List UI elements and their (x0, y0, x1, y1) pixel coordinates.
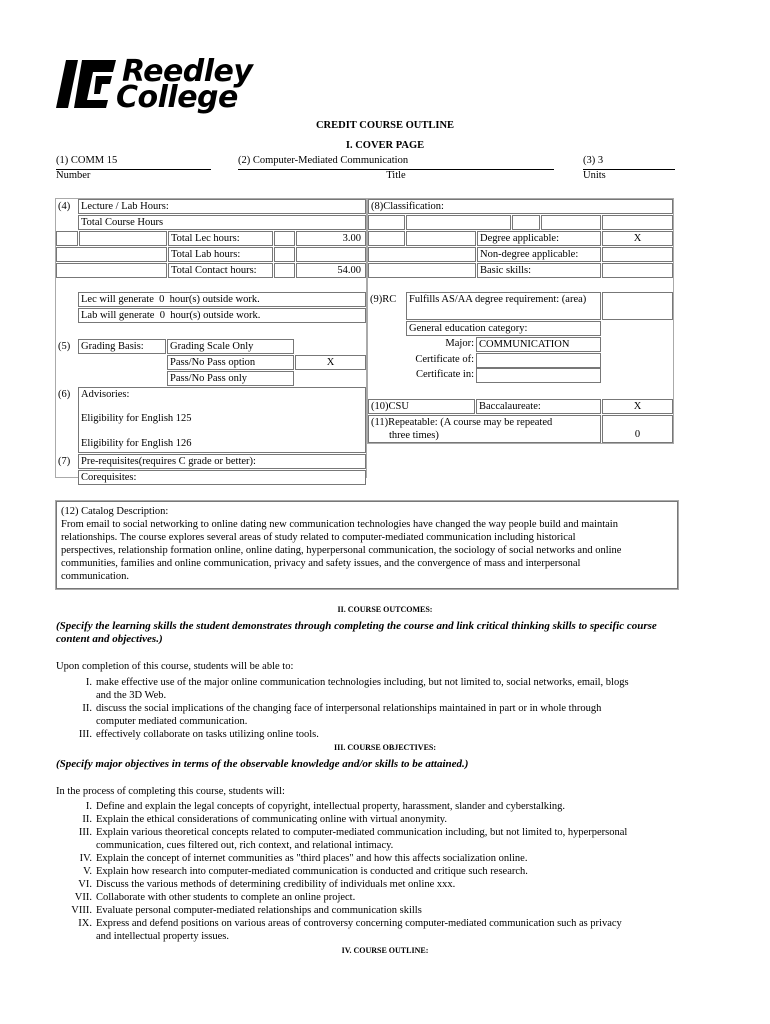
lab-generate-text: Lab will generate 0 hour(s) outside work. (81, 310, 261, 321)
outcome-2-line-2: computer mediated communication. (96, 716, 248, 727)
lecture-label-cell (78, 199, 366, 214)
lec-generate-text: Lec will generate 0 hour(s) outside work. (81, 294, 260, 305)
total-course-hours: Total Course Hours (81, 217, 164, 228)
blank-cell (79, 231, 167, 246)
objective-num-7: VII. (74, 892, 92, 903)
csu-label: (10)CSU (371, 401, 409, 412)
basic-skills-value (602, 263, 673, 278)
logo-mark-icon (56, 58, 120, 110)
blank-cell (368, 231, 405, 246)
total-contact-label: Total Contact hours: (171, 265, 257, 276)
major-label: Major: (445, 338, 474, 349)
objective-1-line-1: Define and explain the legal concepts of copyright, intellectual property, harassment, slander and cyberstalking. (96, 801, 566, 812)
catalog-line-5: communication. (61, 571, 129, 582)
bacc-label: Baccalaureate: (479, 401, 541, 412)
repeat-label: (11)Repeatable: (A course may be repeated (371, 417, 553, 428)
lab-generate-cell (78, 308, 366, 323)
grading-num: (5) (58, 341, 71, 352)
total-lec-label: Total Lec hours: (171, 233, 240, 244)
degree-mark: X (602, 231, 673, 246)
repeat-cell (368, 415, 601, 443)
non-degree-cell (477, 247, 601, 262)
classification-label: (8)Classification: (371, 201, 444, 212)
ge-label: General education category: (409, 323, 528, 334)
objective-num-8: VIII. (71, 905, 92, 916)
basic-skills-label: Basic skills: (480, 265, 532, 276)
catalog-label: (12) Catalog Description: (61, 506, 169, 517)
objectives-intro: In the process of completing this course, students will: (56, 786, 285, 797)
document-title: CREDIT COURSE OUTLINE (315, 120, 455, 131)
objective-3-line-1: Explain various theoretical concepts related to computer-mediated communication including, but not limited to, hyperpersonal (96, 827, 628, 838)
catalog-line-3: perspectives, relationship formation online, online dating, hyperpersonal communication, the sociology of social networks and online (61, 545, 622, 556)
advisories-cell (78, 387, 366, 453)
catalog-line-1: From email to social networking to online dating new communication technologies have changed the way people build and maintain (61, 519, 618, 530)
grading-label-cell (78, 339, 166, 354)
outcomes-intro: Upon completion of this course, students will be able to: (56, 661, 294, 672)
bacc-mark: X (602, 399, 673, 414)
objective-7-line-1: Collaborate with other students to complete an online project. (96, 892, 356, 903)
grading-mark: X (295, 355, 366, 370)
objective-num-2: II. (82, 814, 92, 825)
advisories-label: Advisories: (81, 389, 130, 400)
grading-option-3: Pass/No Pass only (170, 373, 248, 384)
blank-cell (274, 263, 295, 278)
outcome-1-line-1: make effective use of the major online communication technologies including, but not limited to, social networks, email, blogs (96, 677, 629, 688)
objective-num-4: IV. (79, 853, 92, 864)
non-degree-label: Non-degree applicable: (480, 249, 579, 260)
outcomes-instruction-2: content and objectives.) (56, 633, 163, 645)
outcomes-instruction-1: (Specify the learning skills the student demonstrates through completing the course and link critical thinking skills to specific course (56, 620, 657, 632)
total-contact-label-cell (168, 263, 273, 278)
blank-cell (56, 247, 167, 262)
objectives-heading: III. COURSE OBJECTIVES: (333, 743, 437, 752)
major-value: COMMUNICATION (479, 339, 570, 350)
cert-of-value (476, 353, 601, 368)
total-lab-value (296, 247, 366, 262)
blank-cell (368, 247, 476, 262)
objective-6-line-1: Discuss the various methods of determining credibility of individuals met online xxx. (96, 879, 456, 890)
objective-3-line-2: communication, cues filtered out, rich context, and relational intimacy. (96, 840, 394, 851)
course-title-label: Title (386, 170, 406, 181)
total-lab-label: Total Lab hours: (171, 249, 241, 260)
course-number-label: Number (56, 170, 91, 181)
blank-cell (512, 215, 540, 230)
cert-in-label: Certificate in: (415, 369, 474, 380)
grading-option-2-cell (167, 355, 294, 370)
catalog-line-4: communities, families and online communication, privacy and safety issues, and the convergence of mass and interpersonal (61, 558, 581, 569)
blank-cell (406, 231, 476, 246)
objective-num-9: IX. (78, 918, 92, 929)
objective-num-5: V. (83, 866, 92, 877)
course-title-value: (2) Computer-Mediated Communication (238, 155, 554, 170)
csu-cell (368, 399, 475, 414)
outline-heading: IV. COURSE OUTLINE: (341, 946, 429, 955)
ge-label-cell (406, 321, 601, 336)
college-logo (56, 54, 286, 115)
outcome-num-1: I. (85, 677, 92, 688)
non-degree-value (602, 247, 673, 262)
total-lab-label-cell (168, 247, 273, 262)
blank-cell (56, 231, 78, 246)
lecture-num: (4) (58, 201, 71, 212)
total-contact-value: 54.00 (296, 263, 366, 278)
outcome-2-line-1: discuss the social implications of the changing face of interpersonal relationships maintained in part or in whole through (96, 703, 602, 714)
blank-cell (602, 215, 673, 230)
grading-option-3-cell (167, 371, 294, 386)
rc-label: Fulfills AS/AA degree requirement: (area) (409, 294, 587, 305)
degree-applicable-label: Degree applicable: (480, 233, 559, 244)
advisory-2: Eligibility for English 126 (81, 438, 192, 449)
prereq-num: (7) (58, 456, 71, 467)
cert-in-value (476, 368, 601, 383)
repeat-label-2: three times) (389, 430, 439, 441)
objective-4-line-1: Explain the concept of internet communities as "third places" and how this affects socialization online. (96, 853, 528, 864)
logo-line-1: Reedley (122, 54, 253, 89)
cover-page-heading: I. COVER PAGE (345, 140, 425, 151)
coreq-cell (78, 470, 366, 485)
course-number-value: (1) COMM 15 (56, 155, 211, 170)
blank-cell (274, 231, 295, 246)
objective-5-line-1: Explain how research into computer-mediated communication is conducted and critique such research. (96, 866, 528, 877)
objective-num-1: I. (85, 801, 92, 812)
blank-cell (368, 215, 405, 230)
logo-line-2: College (116, 80, 238, 115)
basic-skills-cell (477, 263, 601, 278)
course-units-value: (3) 3 (583, 155, 675, 170)
cert-of-label: Certificate of: (415, 354, 474, 365)
rc-num: (9)RC (370, 294, 397, 305)
outcomes-heading: II. COURSE OUTCOMES: (337, 605, 433, 614)
grading-option-1: Grading Scale Only (170, 341, 254, 352)
blank-cell (274, 247, 295, 262)
objective-2-line-1: Explain the ethical considerations of communicating online with virtual anonymity. (96, 814, 447, 825)
prereq-cell (78, 454, 366, 469)
lecture-label: Lecture / Lab Hours: (81, 201, 169, 212)
total-lec-label-cell (168, 231, 273, 246)
outcome-num-3: III. (78, 729, 92, 740)
course-units-label: Units (583, 170, 606, 181)
rc-label-cell (406, 292, 601, 320)
objective-9-line-2: and intellectual property issues. (96, 931, 229, 942)
major-value-cell (476, 337, 601, 352)
advisory-1: Eligibility for English 125 (81, 413, 192, 424)
degree-applicable-cell (477, 231, 601, 246)
grading-option-2: Pass/No Pass option (170, 357, 256, 368)
rc-value (602, 292, 673, 320)
bacc-cell (476, 399, 601, 414)
catalog-box (56, 501, 678, 589)
blank-cell (56, 263, 167, 278)
grading-option-1-cell (167, 339, 294, 354)
objectives-instruction: (Specify major objectives in terms of the observable knowledge and/or skills to be attained.) (56, 758, 469, 770)
outcome-3-line-1: effectively collaborate on tasks utilizing online tools. (96, 729, 319, 740)
objective-num-6: VI. (78, 879, 92, 890)
lec-generate-cell (78, 292, 366, 307)
catalog-line-2: relationships. The course explores several areas of study related to computer-mediated communication including historical (61, 532, 576, 543)
blank-cell (406, 215, 511, 230)
objective-num-3: III. (78, 827, 92, 838)
advisories-num: (6) (58, 389, 71, 400)
total-lec-value: 3.00 (296, 231, 366, 246)
total-course-hours-cell (78, 215, 366, 230)
repeat-value: 0 (602, 415, 673, 443)
classification-cell (368, 199, 673, 214)
coreq-label: Corequisites: (81, 472, 137, 483)
outcome-num-2: II. (82, 703, 92, 714)
prereq-label: Pre-requisites(requires C grade or better): (81, 456, 256, 467)
outcome-1-line-2: and the 3D Web. (96, 690, 167, 701)
objective-8-line-1: Evaluate personal computer-mediated relationships and communication skills (96, 905, 422, 916)
objective-9-line-1: Express and defend positions on various areas of controversy concerning computer-mediated communication such as privacy (96, 918, 622, 929)
blank-cell (541, 215, 601, 230)
blank-cell (368, 263, 476, 278)
grading-label: Grading Basis: (81, 341, 144, 352)
